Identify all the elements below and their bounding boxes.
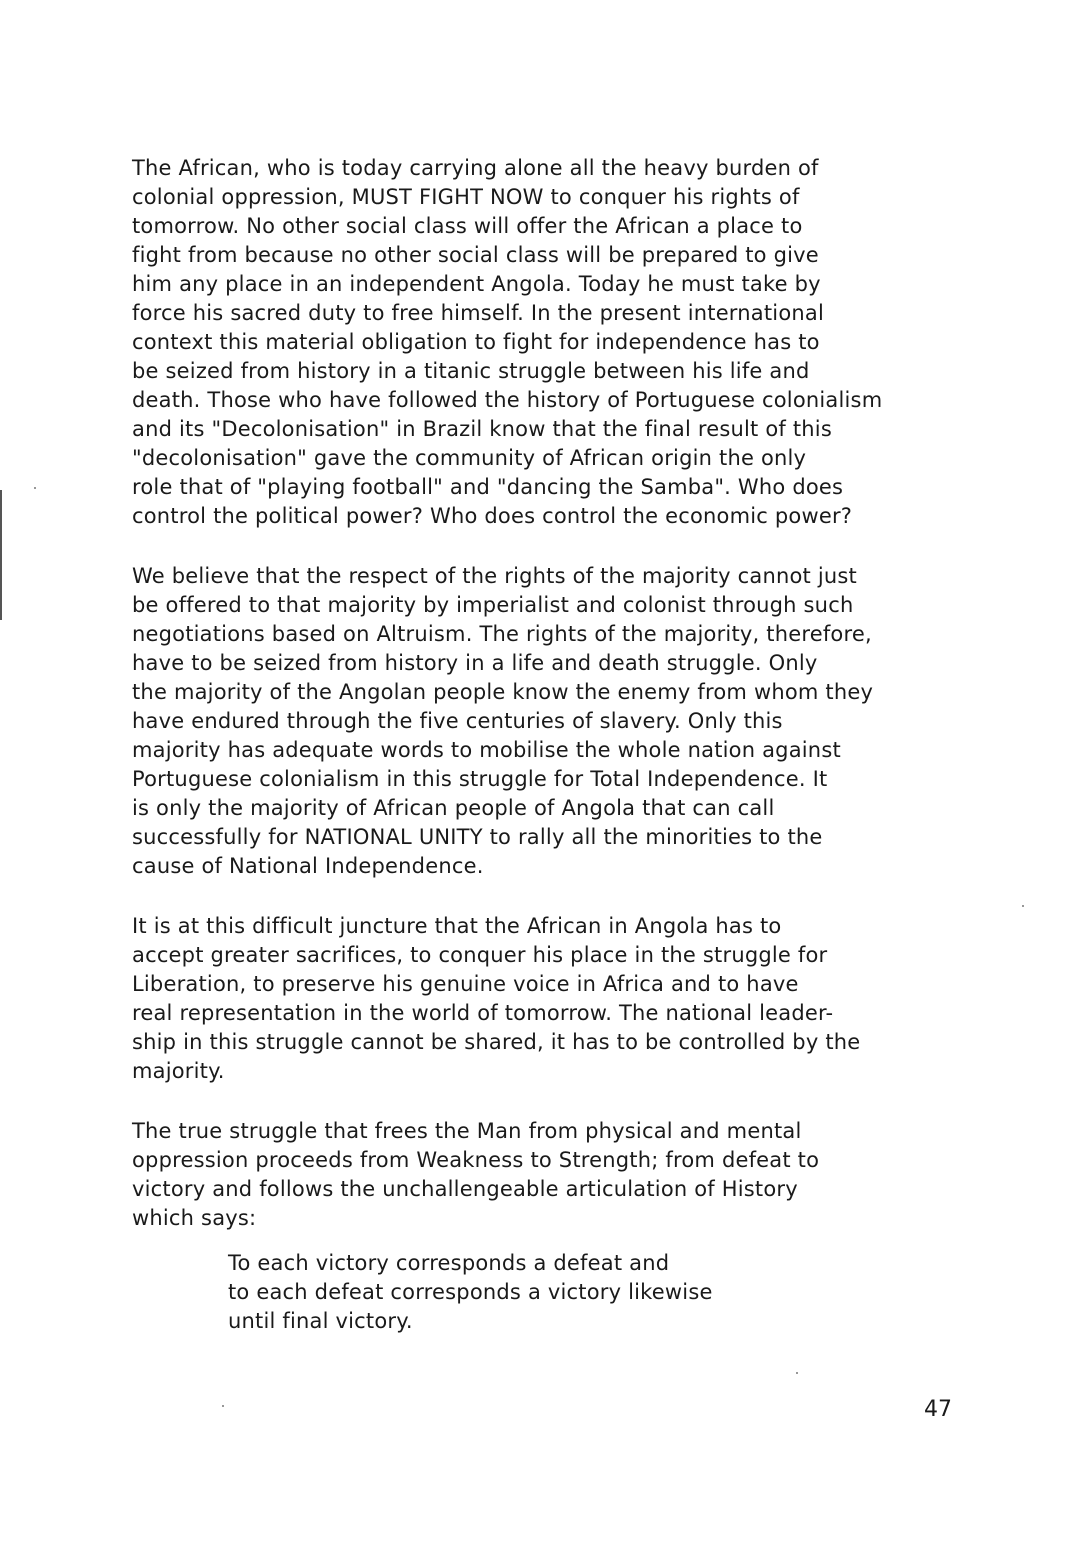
text-line: cause of National Independence. xyxy=(132,854,484,878)
text-line: "decolonisation" gave the community of African origin the only xyxy=(132,446,807,470)
text-line: We believe that the respect of the rights of the majority cannot just xyxy=(132,564,857,588)
text-line: real representation in the world of tomorrow. The national leader- xyxy=(132,1001,834,1025)
text-line: It is at this difficult juncture that the African in Angola has to xyxy=(132,914,782,938)
verse-line: to each defeat corresponds a victory likewise xyxy=(228,1280,713,1304)
text-line: colonial oppression, MUST FIGHT NOW to conquer his rights of xyxy=(132,185,800,209)
text-line: majority. xyxy=(132,1059,225,1083)
body-text xyxy=(132,154,1012,1336)
text-line: and its "Decolonisation" in Brazil know that the final result of this xyxy=(132,417,832,441)
text-line: The African, who is today carrying alone all the heavy burden of xyxy=(132,156,819,180)
text-line: Liberation, to preserve his genuine voice in Africa and to have xyxy=(132,972,799,996)
text-line: oppression proceeds from Weakness to Strength; from defeat to xyxy=(132,1148,820,1172)
text-line: role that of "playing football" and "dancing the Samba". Who does xyxy=(132,475,844,499)
scan-edge-mark xyxy=(0,490,2,620)
text-line: fight from because no other social class will be prepared to give xyxy=(132,243,819,267)
paragraph-4 xyxy=(132,1117,1012,1233)
text-line: ship in this struggle cannot be shared, it has to be controlled by the xyxy=(132,1030,861,1054)
page-number: 47 xyxy=(924,1397,952,1422)
scan-speck xyxy=(796,1372,798,1374)
text-line: majority has adequate words to mobilise the whole nation against xyxy=(132,738,841,762)
paragraph-1 xyxy=(132,154,1012,531)
text-line: the majority of the Angolan people know the enemy from whom they xyxy=(132,680,874,704)
verse-line: To each victory corresponds a defeat and xyxy=(228,1251,670,1275)
text-line: which says: xyxy=(132,1206,257,1230)
text-line: be seized from history in a titanic struggle between his life and xyxy=(132,359,810,383)
text-line: is only the majority of African people of Angola that can call xyxy=(132,796,775,820)
text-line: death. Those who have followed the history of Portuguese colonialism xyxy=(132,388,883,412)
verse-line: until final victory. xyxy=(228,1309,413,1333)
text-line: tomorrow. No other social class will offer the African a place to xyxy=(132,214,803,238)
text-line: successfully for NATIONAL UNITY to rally all the minorities to the xyxy=(132,825,823,849)
text-line: Portuguese colonialism in this struggle for Total Independence. It xyxy=(132,767,828,791)
text-line: be offered to that majority by imperialist and colonist through such xyxy=(132,593,854,617)
text-line: victory and follows the unchallengeable articulation of History xyxy=(132,1177,798,1201)
text-line: control the political power? Who does control the economic power? xyxy=(132,504,853,528)
text-line: have to be seized from history in a life and death struggle. Only xyxy=(132,651,818,675)
scan-speck xyxy=(34,487,36,489)
paragraph-2 xyxy=(132,562,1012,881)
indented-verse xyxy=(228,1249,1012,1336)
text-line: him any place in an independent Angola. Today he must take by xyxy=(132,272,821,296)
text-line: context this material obligation to fight for independence has to xyxy=(132,330,820,354)
scan-speck xyxy=(1022,905,1024,907)
text-line: The true struggle that frees the Man from physical and mental xyxy=(132,1119,802,1143)
scan-speck xyxy=(222,1405,224,1407)
text-line: have endured through the five centuries of slavery. Only this xyxy=(132,709,783,733)
text-line: accept greater sacrifices, to conquer his place in the struggle for xyxy=(132,943,828,967)
text-line: force his sacred duty to free himself. In the present international xyxy=(132,301,824,325)
paragraph-3 xyxy=(132,912,1012,1086)
text-line: negotiations based on Altruism. The rights of the majority, therefore, xyxy=(132,622,872,646)
